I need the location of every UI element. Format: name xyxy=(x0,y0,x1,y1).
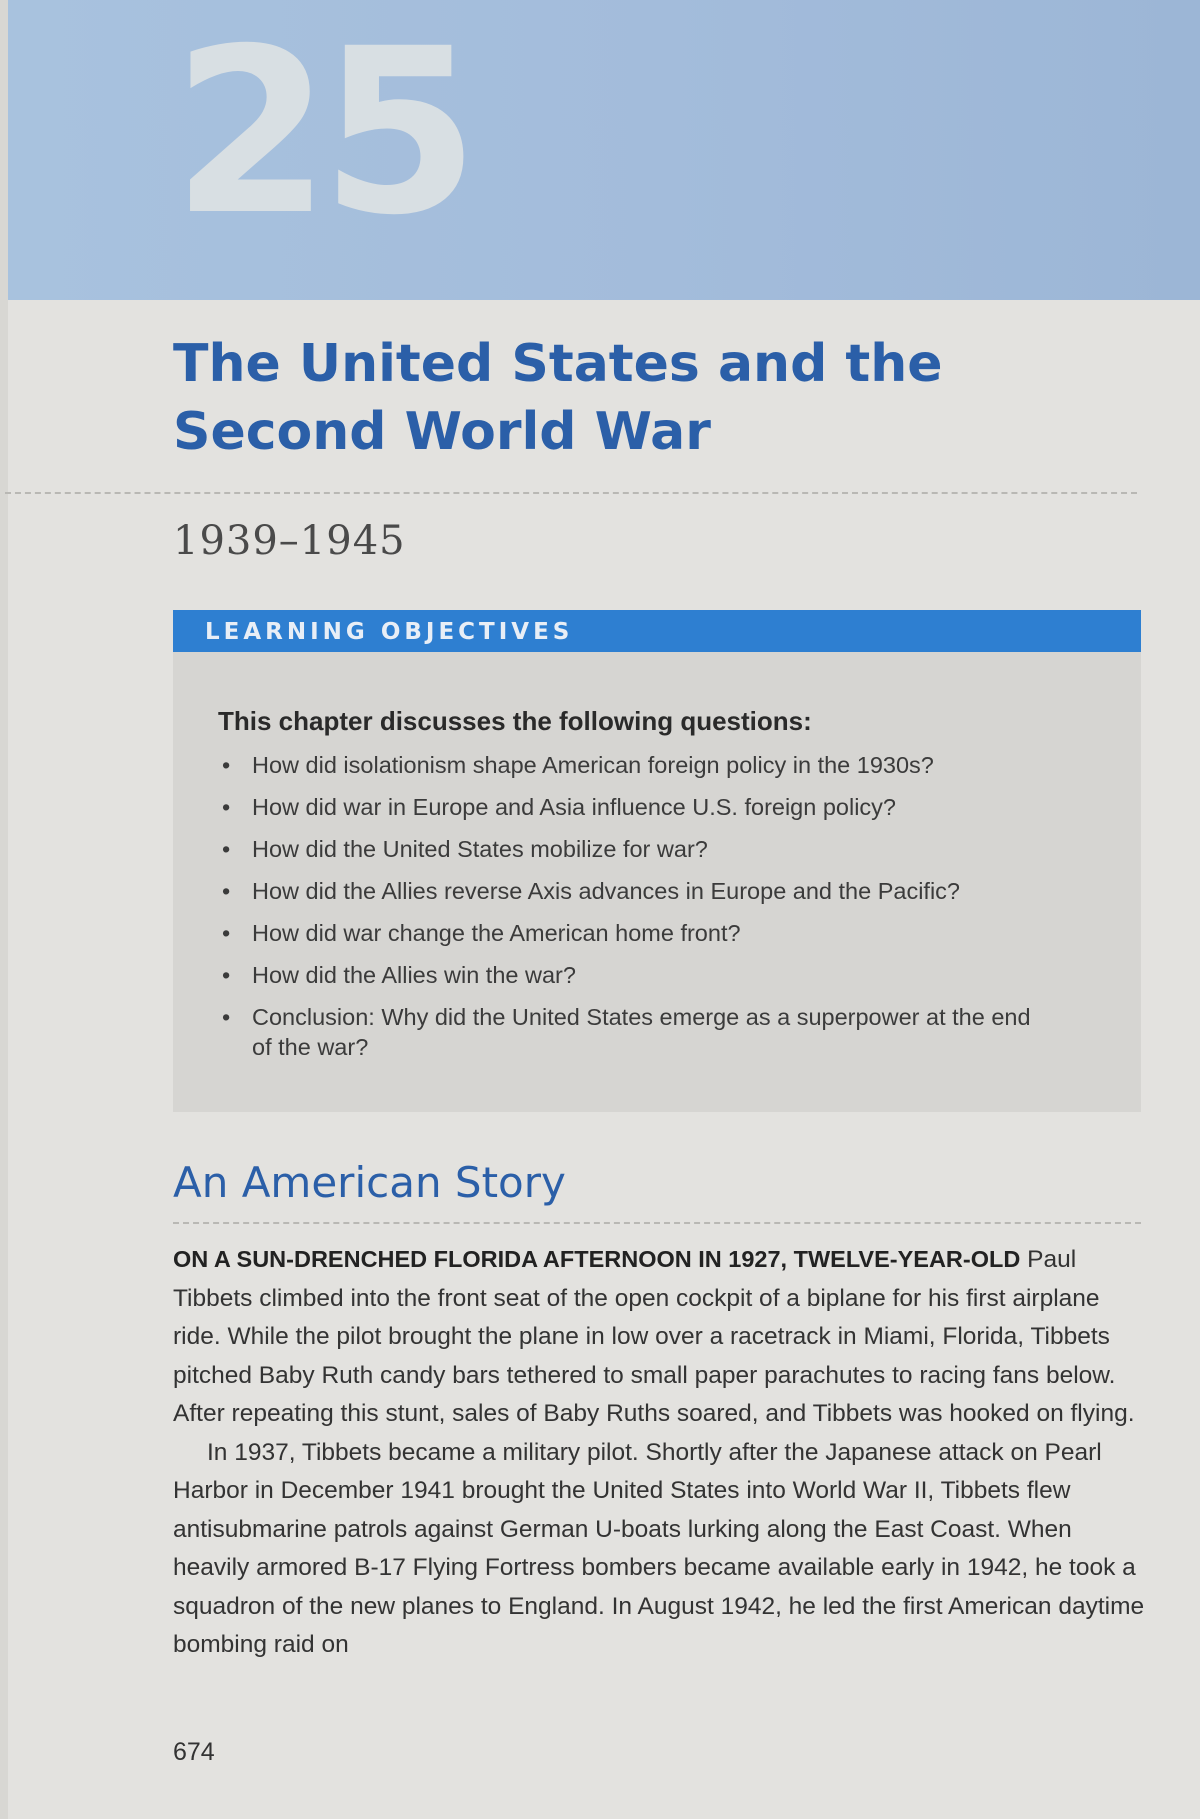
learning-objectives-header xyxy=(173,610,1141,652)
learning-objectives-label: LEARNING OBJECTIVES xyxy=(205,619,574,645)
story-divider xyxy=(173,1222,1141,1224)
story-paragraph-2: In 1937, Tibbets became a military pilot. Shortly after the Japanese attack on Pearl Harbor in December 1941 brought the United States into World War II, Tibbets flew antisubmarine patrols against German U-boats lurking along the East Coast. When heavily armored B-17 Flying Fortress bombers became available early in 1942, he took a squadron of the new planes to England. In August 1942, he led the first American daytime bombing raid on xyxy=(173,1438,1145,1658)
story-paragraph-1-text: Paul Tibbets climbed into the front seat of the open cockpit of a biplane for his first airplane ride. While the pilot brought the plane in low over a racetrack in Miami, Florida, Tibbets pitched Baby Ruth candy bars tethered to small paper parachutes to racing fans below. After repeating this stunt, sales of Baby Ruths soared, and Tibbets was hooked on flying. xyxy=(173,1246,1135,1427)
page-left-edge xyxy=(0,0,8,1819)
chapter-number: 25 xyxy=(172,0,470,265)
chapter-title-line-2: Second World War xyxy=(173,402,711,462)
objective-item: • Conclusion: Why did the United States emerge as a superpower at the end of the war? xyxy=(218,1002,1098,1062)
title-divider xyxy=(5,492,1137,494)
chapter-title xyxy=(173,330,1073,466)
story-body xyxy=(173,1240,1148,1665)
objective-item: • How did the Allies reverse Axis advances in Europe and the Pacific? xyxy=(218,876,1098,906)
objective-item: • How did isolationism shape American foreign policy in the 1930s? xyxy=(218,750,1098,780)
objective-item: • How did the United States mobilize for war? xyxy=(218,834,1098,864)
story-paragraph-1 xyxy=(173,1240,1148,1434)
objective-item: • How did war in Europe and Asia influence U.S. foreign policy? xyxy=(218,792,1098,822)
objective-item: • How did the Allies win the war? xyxy=(218,960,1098,990)
objective-item: • How did war change the American home front? xyxy=(218,918,1098,948)
learning-objectives-intro: This chapter discusses the following questions: xyxy=(218,706,812,736)
story-lead: ON A SUN-DRENCHED FLORIDA AFTERNOON IN 1927, TWELVE-YEAR-OLD xyxy=(173,1246,1021,1272)
page-number: 674 xyxy=(173,1738,215,1766)
learning-objectives-list xyxy=(218,750,1098,1074)
chapter-title-line-1: The United States and the xyxy=(173,334,943,394)
chapter-dates: 1939–1945 xyxy=(173,518,406,564)
story-heading: An American Story xyxy=(173,1158,566,1207)
